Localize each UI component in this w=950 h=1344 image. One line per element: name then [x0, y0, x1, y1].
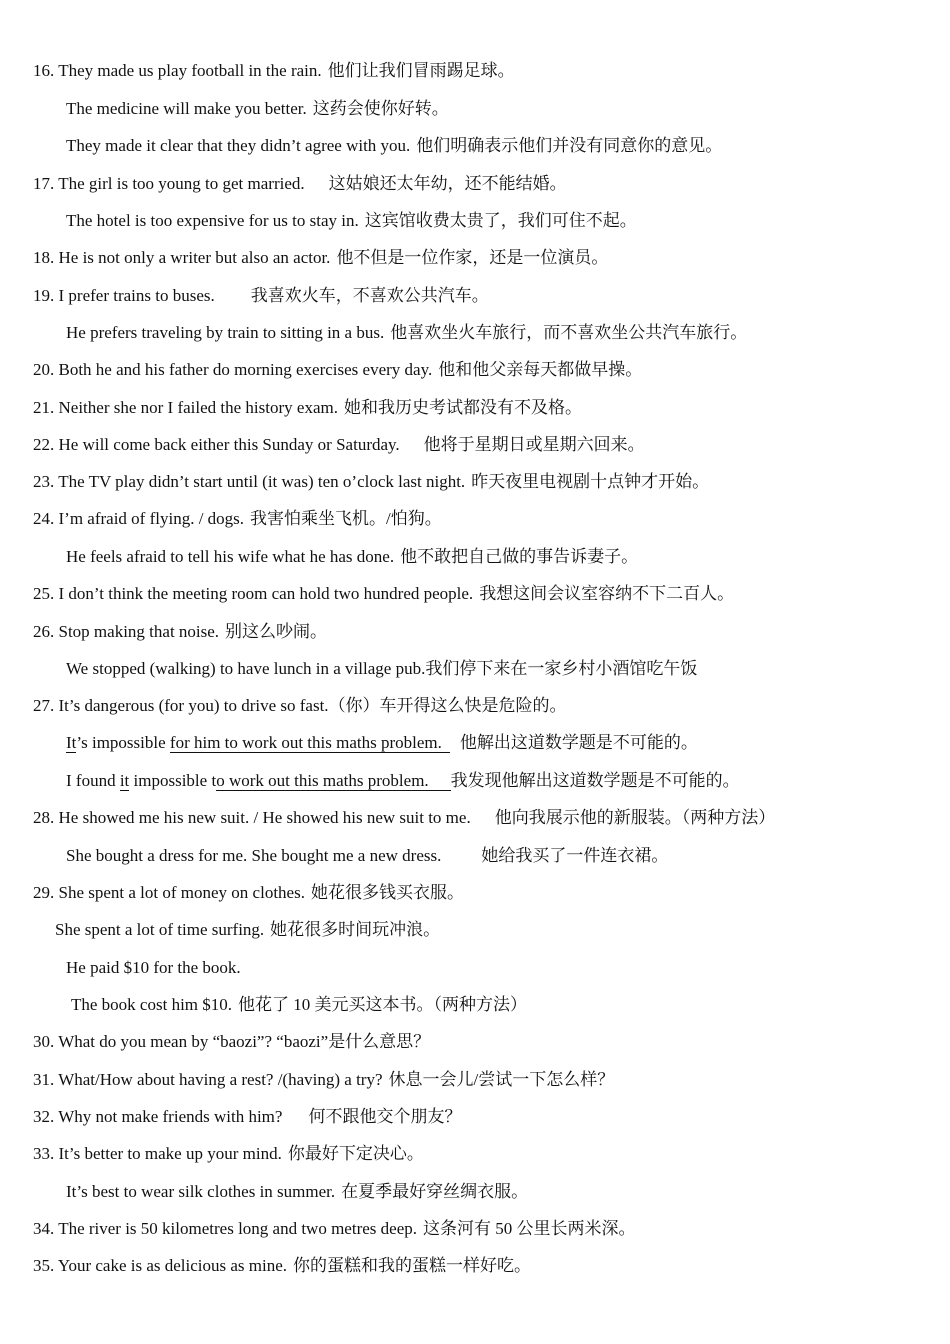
sentence-29b: [55, 920, 440, 942]
chinese-text: 我害怕乘坐飞机。/怕狗。: [250, 509, 442, 528]
english-text: 32. Why not make friends with him?: [33, 1107, 283, 1126]
chinese-text: 我发现他解出这道数学题是不可能的。: [450, 771, 740, 790]
english-text: 18. He is not only a writer but also an actor.: [33, 248, 331, 267]
english-text: The medicine will make you better.: [66, 99, 307, 118]
sentence-30: [33, 1032, 430, 1054]
chinese-text: 他和他父亲每天都做早操。: [438, 360, 643, 379]
english-text: 27. It’s dangerous (for you) to drive so fast.: [33, 696, 329, 715]
sentence-19: [33, 286, 489, 308]
sentence-33b: [66, 1182, 528, 1204]
english-text: 35. Your cake is as delicious as mine.: [33, 1256, 288, 1275]
english-text: I found: [66, 771, 120, 790]
sentence-35: [33, 1256, 531, 1278]
underlined-phrase: for him to work out this maths problem.: [170, 734, 450, 753]
sentence-23: [33, 472, 709, 494]
sentence-27b: [66, 733, 698, 755]
sentence-34: [33, 1219, 636, 1241]
underlined-it: it: [119, 771, 130, 790]
english-text: 24. I’m afraid of flying. / dogs.: [33, 509, 245, 528]
chinese-text: 她花很多时间玩冲浪。: [270, 920, 441, 939]
chinese-text: 她和我历史考试都没有不及格。: [343, 398, 582, 417]
sentence-20: [33, 360, 642, 382]
english-text: impossible t: [129, 771, 217, 790]
sentence-29: [33, 883, 464, 905]
english-text: 23. The TV play didn’t start until (it was) ten o’clock last night.: [33, 472, 466, 491]
sentence-24: [33, 509, 442, 531]
english-text: 20. Both he and his father do morning exercises every day.: [33, 360, 433, 379]
sentence-17b: [66, 211, 637, 233]
sentence-29d: [71, 995, 527, 1017]
english-text: The book cost him $10.: [71, 995, 233, 1014]
english-text: It’s best to wear silk clothes in summer.: [66, 1182, 336, 1201]
english-text: 30. What do you mean by “baozi”? “baozi”: [33, 1032, 329, 1051]
chinese-text: 这宾馆收费太贵了，我们可住不起。: [364, 211, 637, 230]
sentence-22: [33, 435, 645, 457]
chinese-text: 他们明确表示他们并没有同意你的意见。: [416, 136, 723, 155]
chinese-text: 他们让我们冒雨踢足球。: [327, 61, 515, 80]
chinese-text: 你最好下定决心。: [287, 1144, 424, 1163]
english-text: 21. Neither she nor I failed the history exam.: [33, 398, 338, 417]
sentence-16c: [66, 136, 722, 158]
sentence-16: [33, 61, 515, 83]
chinese-text: 我想这间会议室容纳不下二百人。: [479, 584, 735, 603]
sentence-28: [33, 808, 775, 830]
english-text: 16. They made us play football in the rain.: [33, 61, 322, 80]
english-text: He prefers traveling by train to sitting in a bus.: [66, 323, 385, 342]
english-text: 28. He showed me his new suit. / He showed his new suit to me.: [33, 808, 471, 827]
english-text: 25. I don’t think the meeting room can hold two hundred people.: [33, 584, 474, 603]
english-text: 22. He will come back either this Sunday or Saturday.: [33, 435, 400, 454]
sentence-27c: [66, 771, 740, 793]
english-text: 17. The girl is too young to get married.: [33, 174, 305, 193]
chinese-text: 你的蛋糕和我的蛋糕一样好吃。: [293, 1256, 532, 1275]
chinese-text: 他花了 10 美元买这本书。（两种方法）: [238, 995, 528, 1014]
english-text: We stopped (walking) to have lunch in a village pub.: [66, 659, 426, 678]
chinese-text: 他不但是一位作家，还是一位演员。: [336, 248, 609, 267]
chinese-text: 她给我买了一件连衣裙。: [481, 846, 669, 865]
chinese-text: 别这么吵闹。: [225, 622, 328, 641]
english-text: 33. It’s better to make up your mind.: [33, 1144, 282, 1163]
english-text: The hotel is too expensive for us to stay in.: [66, 211, 359, 230]
chinese-text: 是什么意思？: [328, 1032, 431, 1051]
sentence-28b: [66, 846, 668, 868]
sentence-32: [33, 1107, 461, 1129]
chinese-text: 这药会使你好转。: [312, 99, 449, 118]
chinese-text: 在夏季最好穿丝绸衣服。: [341, 1182, 529, 1201]
english-text: 26. Stop making that noise.: [33, 622, 220, 641]
sentence-26: [33, 622, 327, 644]
chinese-text: 休息一会儿/尝试一下怎么样？: [388, 1070, 615, 1089]
sentence-31: [33, 1070, 614, 1092]
sentence-19b: [66, 323, 747, 345]
sentence-29c: [66, 958, 247, 980]
english-text: 29. She spent a lot of money on clothes.: [33, 883, 305, 902]
english-text: She spent a lot of time surfing.: [55, 920, 265, 939]
chinese-text: 我们停下来在一家乡村小酒馆吃午饭: [425, 659, 698, 678]
underlined-phrase: o work out this maths problem.: [216, 772, 450, 791]
english-text: He paid $10 for the book.: [66, 958, 241, 977]
sentence-18: [33, 248, 608, 270]
sentence-16b: [66, 99, 449, 121]
chinese-text: 他解出这道数学题是不可能的。: [459, 733, 698, 752]
chinese-text: 我喜欢火车，不喜欢公共汽车。: [250, 286, 489, 305]
sentence-25: [33, 584, 734, 606]
sentence-26b: [66, 659, 697, 681]
sentence-33: [33, 1144, 424, 1166]
english-text: 19. I prefer trains to buses.: [33, 286, 215, 305]
sentence-24b: [66, 547, 638, 569]
chinese-text: 她花很多钱买衣服。: [310, 883, 464, 902]
underlined-it: It: [66, 733, 77, 752]
chinese-text: 昨天夜里电视剧十点钟才开始。: [471, 472, 710, 491]
chinese-text: 他向我展示他的新服装。（两种方法）: [494, 808, 776, 827]
chinese-text: 何不跟他交个朋友？: [308, 1107, 462, 1126]
sentence-27: [33, 696, 567, 718]
chinese-text: 他喜欢坐火车旅行，而不喜欢坐公共汽车旅行。: [390, 323, 748, 342]
chinese-text: 这条河有 50 公里长两米深。: [423, 1219, 636, 1238]
chinese-text: （你）车开得这么快是危险的。: [328, 696, 567, 715]
english-text: ’s impossible: [76, 733, 170, 752]
english-text: They made it clear that they didn’t agree with you.: [66, 136, 411, 155]
sentence-21: [33, 398, 582, 420]
sentence-17: [33, 174, 567, 196]
english-text: He feels afraid to tell his wife what he has done.: [66, 547, 395, 566]
chinese-text: 他不敢把自己做的事告诉妻子。: [400, 547, 639, 566]
english-text: 31. What/How about having a rest? /(having) a try?: [33, 1070, 383, 1089]
english-text: She bought a dress for me. She bought me a new dress.: [66, 846, 442, 865]
english-text: 34. The river is 50 kilometres long and two metres deep.: [33, 1219, 417, 1238]
chinese-text: 他将于星期日或星期六回来。: [423, 435, 645, 454]
chinese-text: 这姑娘还太年幼，还不能结婚。: [328, 174, 567, 193]
